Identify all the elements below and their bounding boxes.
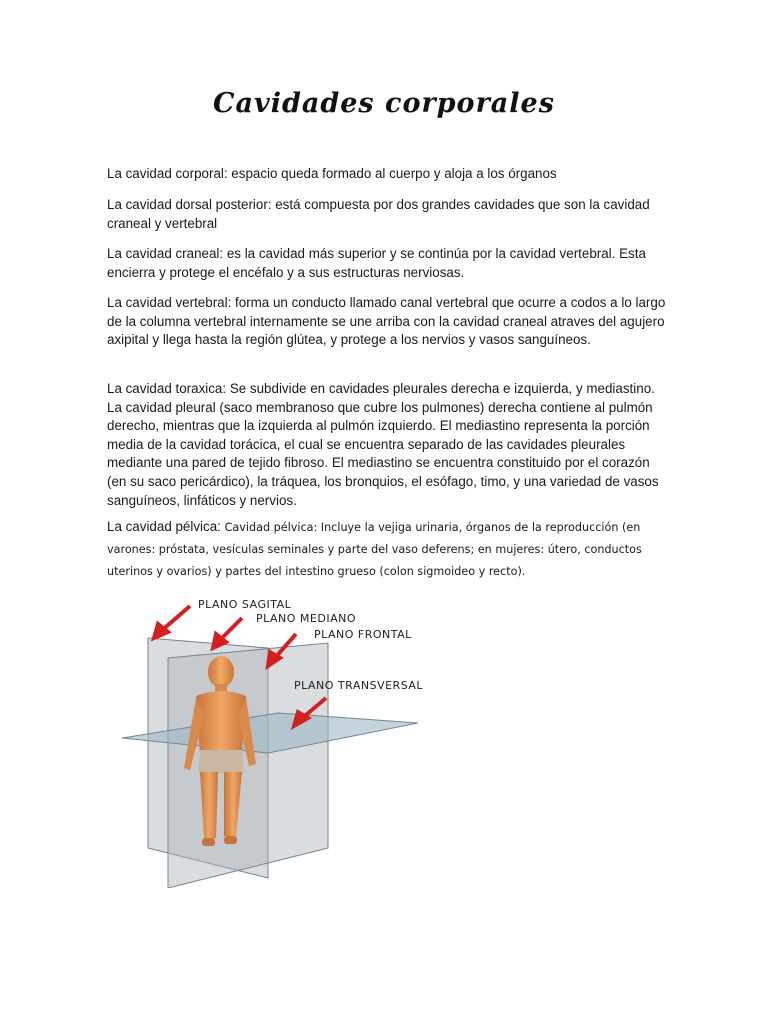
label-plano-transversal: PLANO TRANSVERSAL (294, 679, 424, 692)
anatomical-planes-figure (118, 588, 448, 888)
paragraph-cavidad-toraxica: La cavidad toraxica: Se subdivide en cavidades pleurales derecha e izquierda, y mediastino. La cavidad pleural (saco membranoso que cubre los pulmones) derecha contiene al pulmón derecho, mientras que la izquierda al pulmón izquierdo. El mediastino representa la porción media de la cavidad torácica, el cual se encuentra separado de las cavidades pleurales mediante una pared de tejido fibroso. El mediastino se encuentra constituido por el corazón (en su saco pericárdico), la tráquea, los bronquios, el esófago, timo, y una variedad de vasos sanguíneos, linfáticos y nervios. (107, 381, 659, 508)
label-plano-frontal: PLANO FRONTAL (314, 628, 412, 641)
paragraph-cavidad-craneal: La cavidad craneal: es la cavidad más superior y se continúa por la cavidad vertebral. Esta encierra y protege el encéfalo y a sus estructuras nerviosas. (107, 246, 646, 280)
paragraph-cavidad-pelvica (107, 517, 667, 583)
label-plano-mediano: PLANO MEDIANO (256, 612, 356, 625)
page-title: Cavidades corporales (213, 88, 555, 119)
paragraph-cavidad-corporal: La cavidad corporal: espacio queda formado al cuerpo y aloja a los órganos (107, 166, 557, 181)
label-plano-sagital: PLANO SAGITAL (198, 598, 292, 611)
pelvic-lead: La cavidad pélvica: (107, 519, 225, 534)
paragraph-cavidad-dorsal: La cavidad dorsal posterior: está compuesta por dos grandes cavidades que son la cavidad craneal y vertebral (107, 197, 650, 231)
pelvic-body: Cavidad pélvica: Incluye la vejiga urinaria, órganos de la reproducción (en varones: próstata, vesículas seminales y parte del vaso deferens; en mujeres: útero, conductos uterinos y ovarios) y partes del intestino grueso (colon sigmoideo y recto). (107, 521, 642, 578)
paragraph-cavidad-vertebral: La cavidad vertebral: forma un conducto llamado canal vertebral que ocurre a codos a lo largo de la columna vertebral internamente se une arriba con la cavidad craneal atraves del agujero axipital y llega hasta la región glútea, y protege a los nervios y vasos sanguíneos. (107, 295, 666, 348)
